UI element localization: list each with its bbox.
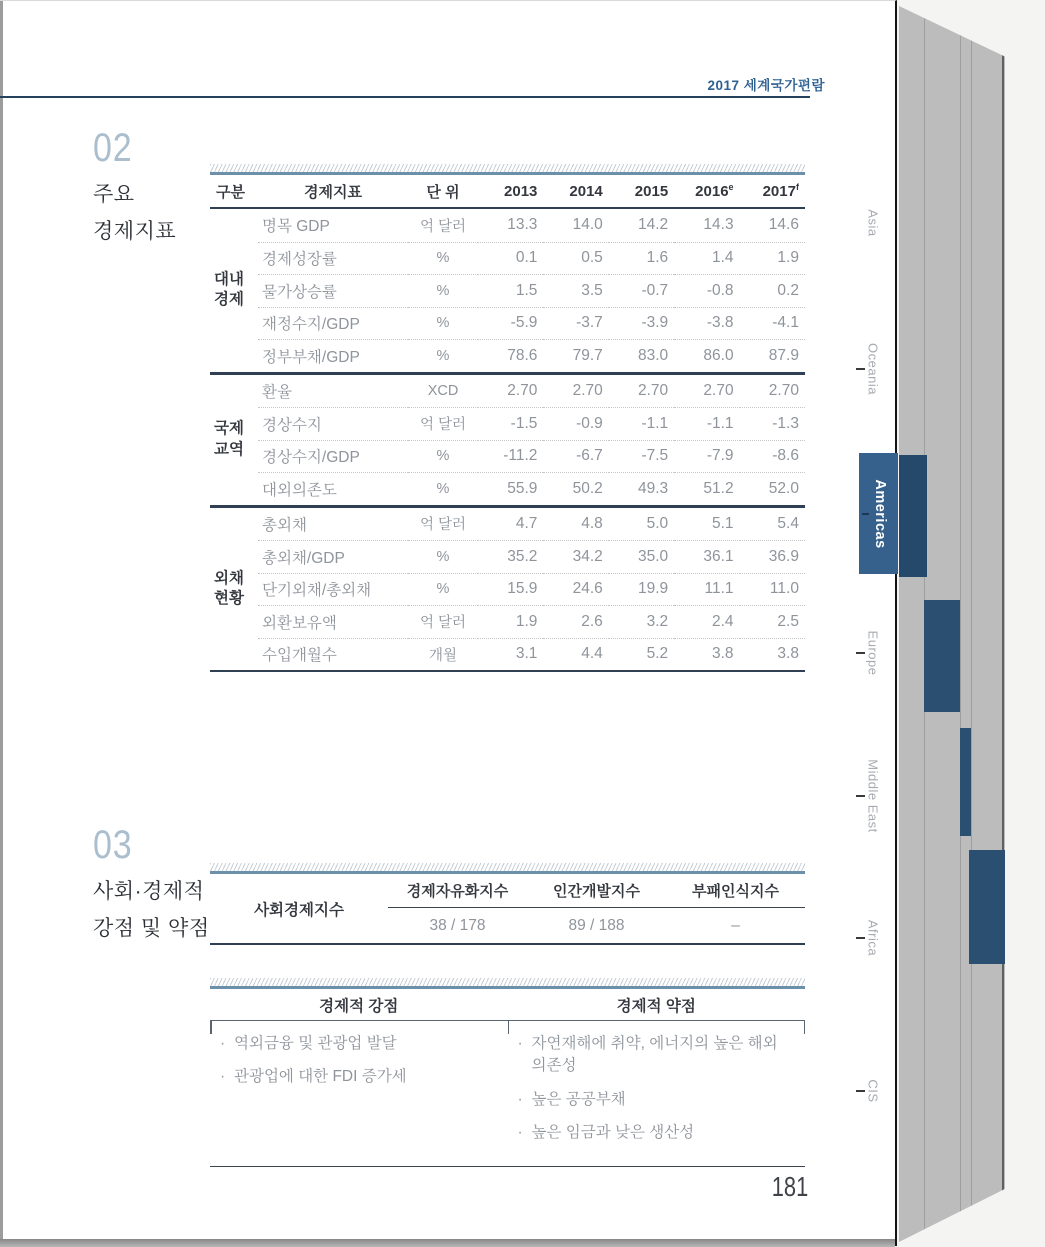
social-index-row-label: 사회경제지수 — [254, 901, 344, 919]
value-cell: -0.8 — [674, 274, 739, 307]
value-cell: 83.0 — [609, 339, 674, 372]
value-cell: 1.5 — [478, 274, 543, 307]
tab-tick — [856, 937, 865, 939]
social-index-col-header: 경제자유화지수 — [388, 874, 527, 908]
header-rule — [0, 96, 810, 98]
section-title-line: 강점 및 약점 — [93, 917, 210, 940]
value-cell: 0.1 — [478, 242, 543, 275]
value-cell: 0.2 — [740, 274, 805, 307]
weakness-item — [518, 1033, 792, 1078]
page-number: 181 — [771, 1171, 809, 1202]
value-cell: 0.5 — [543, 242, 608, 275]
strengths-weaknesses-table — [210, 978, 805, 1167]
social-index-value: 89 / 188 — [568, 916, 625, 934]
value-cell: -7.9 — [674, 440, 739, 473]
weakness-item — [518, 1089, 792, 1111]
tab-cis[interactable]: CIS — [865, 1079, 881, 1103]
value-cell: -7.5 — [609, 440, 674, 473]
unit-cell: % — [408, 307, 478, 340]
tab-middle-east[interactable]: Middle East — [865, 759, 881, 833]
value-cell: 36.9 — [740, 540, 805, 573]
value-cell: 2.70 — [768, 381, 799, 399]
value-cell: 3.2 — [609, 605, 674, 638]
indicator-cell: 대외의존도 — [258, 472, 408, 505]
bullet-icon: · — [517, 1035, 523, 1052]
value-cell: 19.9 — [609, 573, 674, 606]
value-cell: 51.2 — [674, 472, 739, 505]
value-cell: 3.8 — [674, 638, 739, 671]
edge-marker-africa — [969, 850, 1005, 964]
tab-asia[interactable]: Asia — [865, 209, 881, 237]
group-label-line: 경제 — [214, 291, 244, 309]
section-02-label — [93, 126, 213, 245]
unit-cell: % — [408, 540, 478, 573]
unit-cell: % — [408, 472, 478, 505]
value-cell: 2.70 — [572, 381, 603, 399]
value-cell: -4.1 — [740, 307, 805, 340]
value-cell: 14.0 — [572, 216, 603, 234]
social-index-col-header: 부패인식지수 — [666, 874, 805, 908]
value-cell: 1.9 — [740, 242, 805, 275]
value-cell: 36.1 — [674, 540, 739, 573]
col-header-year — [674, 182, 739, 200]
social-index-table — [210, 863, 805, 945]
section-03-label — [93, 823, 213, 942]
value-cell: 35.2 — [478, 540, 543, 573]
year-label: 2017 — [762, 183, 796, 200]
tab-tick — [856, 795, 865, 797]
tab-tick — [856, 368, 865, 370]
indicator-cell: 수입개월수 — [258, 638, 408, 671]
economic-indicators-table — [210, 164, 805, 672]
group-label-line: 현황 — [214, 589, 244, 607]
year-label: 2014 — [569, 182, 603, 200]
value-cell: 1.9 — [478, 605, 543, 638]
unit-cell: % — [408, 440, 478, 473]
bullet-icon: · — [220, 1035, 226, 1052]
value-cell: 3.1 — [478, 638, 543, 671]
value-cell: 11.0 — [740, 573, 805, 606]
page-stack-line — [1002, 6, 1004, 1242]
value-cell: 2.70 — [507, 381, 538, 399]
value-cell: -1.5 — [478, 407, 543, 440]
value-cell: -1.3 — [740, 407, 805, 440]
strengths-header: 경제적 강점 — [319, 997, 399, 1015]
value-cell: 79.7 — [543, 339, 608, 372]
value-cell: 5.4 — [777, 514, 799, 532]
value-cell: 2.4 — [674, 605, 739, 638]
value-cell: 2.6 — [543, 605, 608, 638]
value-cell: -11.2 — [478, 440, 543, 473]
unit-cell: 억 달러 — [408, 407, 478, 440]
group-label — [210, 508, 258, 671]
indicator-group — [210, 375, 805, 508]
tab-oceania[interactable]: Oceania — [865, 343, 881, 395]
table-hatch-band — [210, 978, 805, 989]
indicator-cell: 경상수지/GDP — [258, 440, 408, 473]
indicator-cell: 단기외채/총외채 — [258, 573, 408, 606]
edge-marker-americas — [899, 455, 927, 577]
year-label: 2013 — [504, 182, 538, 200]
table-hatch-band — [210, 164, 805, 175]
value-cell: 78.6 — [478, 339, 543, 372]
col-header-indicator: 경제지표 — [304, 183, 362, 201]
value-cell: 35.0 — [609, 540, 674, 573]
bullet-icon: · — [220, 1068, 226, 1086]
indicator-group — [210, 508, 805, 673]
indicator-cell: 명목 GDP — [262, 218, 330, 236]
social-index-value: – — [731, 916, 740, 934]
section-title-line: 사회·경제적 — [93, 880, 205, 903]
unit-cell: % — [408, 573, 478, 606]
indicator-cell: 환율 — [262, 383, 292, 401]
value-cell: 2.70 — [703, 381, 734, 399]
group-label — [210, 209, 258, 372]
tab-label: Americas — [872, 478, 889, 549]
weakness-item-text: 높은 임금과 낮은 생산성 — [531, 1124, 695, 1142]
table-body — [210, 209, 805, 672]
section-number: 03 — [93, 823, 133, 867]
col-header-year — [609, 183, 674, 200]
tab-europe[interactable]: Europe — [865, 630, 881, 676]
unit-cell: 억 달러 — [419, 517, 467, 534]
strength-item — [220, 1066, 494, 1088]
page-stack-line — [971, 6, 972, 1242]
value-cell: 34.2 — [543, 540, 608, 573]
value-cell: -3.8 — [674, 307, 739, 340]
indicator-cell: 물가상승률 — [258, 274, 408, 307]
unit-cell: 억 달러 — [408, 605, 478, 638]
indicator-cell: 재정수지/GDP — [258, 307, 408, 340]
group-label-line: 교역 — [214, 440, 244, 458]
unit-cell: % — [408, 274, 478, 307]
value-cell: 52.0 — [740, 472, 805, 505]
value-cell: -6.7 — [543, 440, 608, 473]
strength-item-text: 관광업에 대한 FDI 증가세 — [234, 1068, 407, 1086]
col-header-year — [740, 182, 805, 200]
value-cell: 2.70 — [638, 381, 669, 399]
value-cell: -0.7 — [609, 274, 674, 307]
group-label-line: 대내 — [214, 271, 244, 289]
value-cell: 14.3 — [703, 216, 734, 234]
indicator-cell: 총외채/GDP — [258, 540, 408, 573]
tab-tick — [856, 652, 865, 654]
col-header-year — [543, 183, 608, 200]
unit-cell: % — [408, 242, 478, 275]
strength-item — [220, 1033, 494, 1055]
value-cell: 50.2 — [543, 472, 608, 505]
tab-tick — [862, 513, 869, 515]
group-label-line: 외채 — [214, 569, 244, 587]
group-label — [210, 375, 258, 505]
value-cell: 49.3 — [609, 472, 674, 505]
value-cell: 87.9 — [740, 339, 805, 372]
value-cell: 14.6 — [768, 216, 799, 234]
indicator-cell: 외환보유액 — [258, 605, 408, 638]
value-cell: 4.7 — [515, 514, 538, 532]
value-cell: 3.5 — [543, 274, 608, 307]
indicator-cell: 경상수지 — [258, 407, 408, 440]
value-cell: 5.2 — [609, 638, 674, 671]
bracket-tick — [508, 1021, 510, 1034]
col-header-unit: 단 위 — [426, 183, 460, 201]
value-cell: 1.6 — [609, 242, 674, 275]
social-index-value: 38 / 178 — [429, 916, 486, 934]
value-cell: -3.7 — [543, 307, 608, 340]
table-hatch-band — [210, 863, 805, 874]
tab-tick — [856, 1090, 865, 1092]
bullet-icon: · — [517, 1124, 523, 1142]
strength-item-text: 역외금융 및 관광업 발달 — [234, 1035, 397, 1052]
year-footnote-mark: f — [795, 182, 799, 192]
tab-africa[interactable]: Africa — [865, 919, 881, 957]
section-title-line: 주요 — [93, 183, 135, 206]
bracket-tick — [804, 1021, 806, 1034]
weaknesses-list — [508, 1029, 806, 1156]
value-cell: -1.1 — [609, 407, 674, 440]
social-index-col-header: 인간개발지수 — [527, 874, 666, 908]
bullet-icon: · — [517, 1090, 523, 1108]
year-footnote-mark: e — [728, 182, 734, 192]
weakness-item-text: 높은 공공부채 — [531, 1090, 626, 1108]
edge-marker-europe — [924, 600, 960, 712]
weakness-item — [518, 1122, 792, 1144]
indicator-cell: 경제성장률 — [258, 242, 408, 275]
value-cell: 55.9 — [478, 472, 543, 505]
section-title-line: 경제지표 — [93, 220, 177, 243]
indicator-group — [210, 209, 805, 375]
unit-cell: 억 달러 — [419, 218, 467, 235]
page-stack-line — [960, 6, 961, 1242]
weaknesses-header: 경제적 약점 — [616, 997, 696, 1015]
value-cell: 24.6 — [543, 573, 608, 606]
book-edge-stack — [899, 6, 1005, 1242]
value-cell: 4.4 — [543, 638, 608, 671]
tab-americas[interactable] — [859, 453, 898, 574]
unit-cell: XCD — [427, 382, 459, 399]
col-header-year — [478, 183, 543, 200]
value-cell: 14.2 — [638, 216, 669, 234]
year-label: 2015 — [634, 182, 669, 200]
value-cell: 5.0 — [646, 514, 669, 532]
weakness-item-text: 자연재해에 취약, 에너지의 높은 해외 의존성 — [531, 1035, 778, 1075]
indicator-cell: 정부부채/GDP — [258, 339, 408, 372]
page-left-edge — [0, 1, 3, 1247]
value-cell: 1.4 — [674, 242, 739, 275]
value-cell: -0.9 — [543, 407, 608, 440]
bracket-tick — [210, 1021, 212, 1034]
unit-cell: 개월 — [408, 638, 478, 671]
value-cell: -3.9 — [609, 307, 674, 340]
value-cell: -5.9 — [478, 307, 543, 340]
value-cell: 5.1 — [712, 514, 734, 532]
value-cell: 86.0 — [674, 339, 739, 372]
group-label-line: 국제 — [214, 420, 244, 438]
unit-cell: % — [408, 339, 478, 372]
value-cell: -1.1 — [674, 407, 739, 440]
value-cell: -8.6 — [740, 440, 805, 473]
value-cell: 4.8 — [581, 514, 603, 532]
booklet-title: 2017 세계국가편람 — [707, 78, 825, 93]
value-cell: 15.9 — [478, 573, 543, 606]
table-header-row — [210, 175, 805, 209]
value-cell: 13.3 — [507, 216, 538, 234]
col-header-group: 구분 — [216, 183, 245, 201]
value-cell: 11.1 — [674, 573, 739, 606]
section-number: 02 — [93, 126, 133, 170]
value-cell: 3.8 — [740, 638, 805, 671]
indicator-cell: 총외채 — [262, 516, 307, 534]
value-cell: 2.5 — [740, 605, 805, 638]
strengths-list — [210, 1029, 508, 1156]
edge-marker-middle-east — [960, 728, 971, 836]
year-label: 2016 — [695, 183, 729, 200]
